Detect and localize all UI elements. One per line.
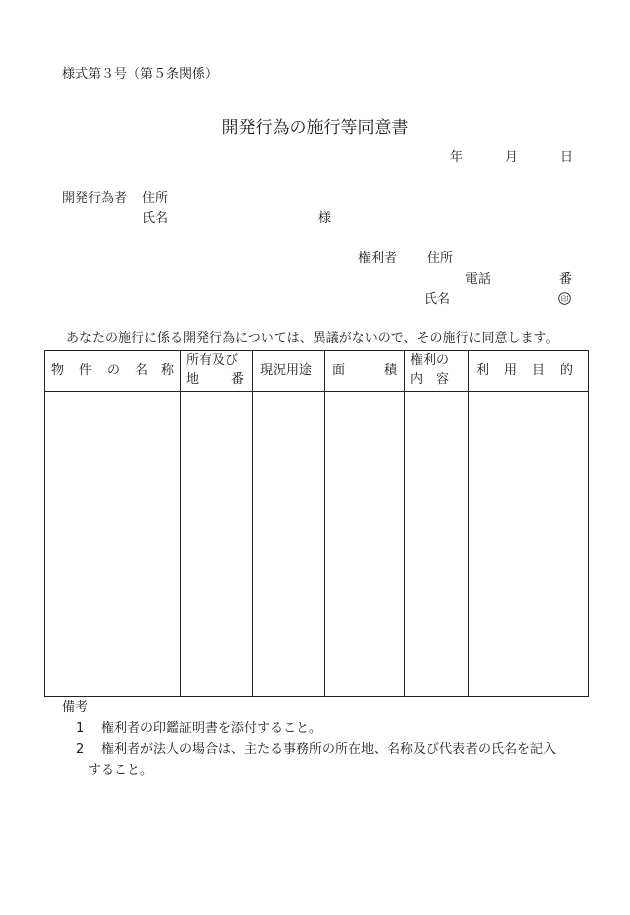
rights-holder-label: 権利者	[358, 251, 398, 266]
header-purpose: 利 用 目 的	[469, 351, 589, 392]
note-1-text: 権利者の印鑑証明書を添付すること。	[101, 721, 323, 736]
note-1-number: 1	[76, 721, 85, 736]
developer-label: 開発行為者	[62, 191, 128, 206]
consent-statement: あなたの施行に係る開発行為については、異議がないので、その施行に同意します。	[66, 331, 559, 346]
developer-honorific: 様	[318, 211, 332, 226]
header-ownership-lot: 所有及び 地 番	[181, 351, 253, 392]
seal-icon	[558, 292, 571, 305]
rights-holder-name-label: 氏名	[424, 292, 451, 307]
cell-rights-content[interactable]	[405, 392, 469, 697]
header-property-name: 物 件 の 名 称	[45, 351, 181, 392]
date-day-label: 日	[560, 150, 574, 165]
header-area: 面 積	[325, 351, 405, 392]
note-2-continuation: すること。	[88, 763, 154, 778]
cell-area[interactable]	[325, 392, 405, 697]
developer-name-label: 氏名	[142, 211, 169, 226]
svg-text:印: 印	[560, 294, 569, 304]
cell-purpose[interactable]	[469, 392, 589, 697]
table-header-row	[45, 351, 589, 392]
rights-holder-phone-label: 電話	[465, 272, 492, 287]
table-row	[45, 392, 589, 697]
form-number: 様式第３号（第５条関係）	[62, 67, 219, 82]
rights-holder-phone-suffix: 番	[559, 272, 573, 287]
cell-property-name[interactable]	[45, 392, 181, 697]
developer-address-label: 住所	[142, 191, 169, 206]
note-2-text: 権利者が法人の場合は、主たる事務所の所在地、名称及び代表者の氏名を記入	[101, 742, 557, 757]
note-2-number: 2	[76, 742, 85, 757]
header-current-use: 現況用途	[253, 351, 325, 392]
rights-holder-address-label: 住所	[427, 251, 454, 266]
document-title: 開発行為の施行等同意書	[221, 118, 409, 138]
property-table	[44, 350, 589, 697]
date-year-label: 年	[450, 150, 464, 165]
cell-ownership-lot[interactable]	[181, 392, 253, 697]
date-month-label: 月	[505, 150, 519, 165]
seal-mark	[558, 292, 571, 310]
notes-heading: 備考	[62, 700, 89, 715]
header-rights-content: 権利の 内 容	[405, 351, 469, 392]
cell-current-use[interactable]	[253, 392, 325, 697]
